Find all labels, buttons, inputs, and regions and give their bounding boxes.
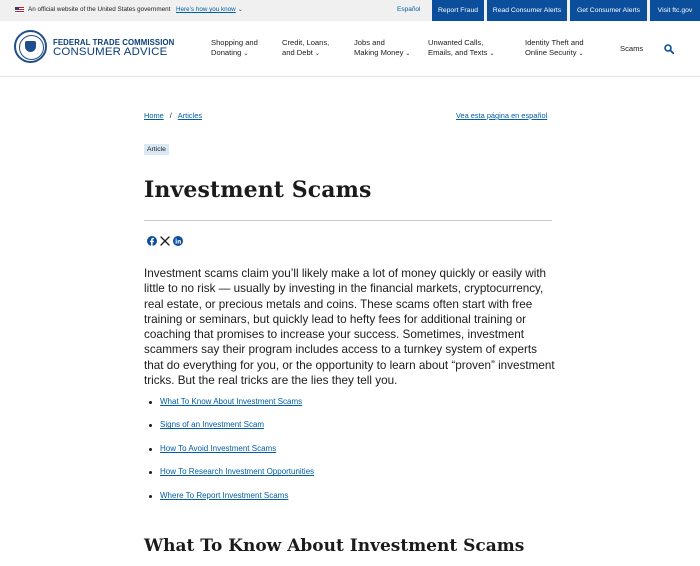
nav-scams[interactable]: Scams [620, 44, 644, 53]
page-title: Investment Scams [144, 177, 372, 203]
nav-shopping-donating[interactable]: Shopping and Donating ⌄ [211, 38, 258, 57]
intro-paragraph: Investment scams claim you’ll likely make a lot of money quickly or easily with little to no risk — usually by investing in the financial markets, cryptocurrency, real estate, or precious metals and coins. These scams often start with free training or seminars, but quickly lead to hefty fees for additional training or coaching that promises to increase your success. Sometimes, investment scammers say their program includes access to a turnkey system of experts that do everything for you, or the opportunity to learn about “proven” investment tricks. But the real tricks are the lies they tell you. [144, 267, 555, 388]
us-flag-icon [15, 7, 24, 13]
gov-banner [0, 0, 700, 21]
search-icon[interactable] [664, 44, 674, 54]
toc-link-what-to-know[interactable]: What To Know About Investment Scams [160, 397, 303, 406]
breadcrumb-home[interactable]: Home [144, 111, 164, 120]
nav-unwanted-calls[interactable]: Unwanted Calls, Emails, and Texts ⌄ [428, 38, 495, 57]
breadcrumb [144, 111, 202, 120]
chevron-down-icon: ⌄ [578, 50, 584, 57]
facebook-icon[interactable] [147, 236, 157, 246]
breadcrumb-articles[interactable]: Articles [177, 111, 203, 120]
official-site-text: An official website of the United States government [28, 6, 171, 13]
brand-title[interactable]: CONSUMER ADVICE [53, 46, 168, 58]
get-consumer-alerts-button[interactable]: Get Consumer Alerts [570, 0, 647, 21]
breadcrumb-separator: / [169, 111, 172, 120]
brand-agency[interactable]: FEDERAL TRADE COMMISSION [53, 38, 175, 47]
chevron-down-icon: ⌄ [314, 50, 320, 57]
nav-jobs-making-money[interactable]: Jobs and Making Money ⌄ [354, 38, 411, 57]
title-divider [144, 220, 552, 221]
chevron-down-icon: ⌄ [405, 50, 411, 57]
x-twitter-icon[interactable] [160, 236, 170, 246]
chevron-down-icon: ⌄ [243, 50, 249, 57]
nav-identity-theft[interactable]: Identity Theft and Online Security ⌄ [525, 38, 584, 57]
visit-ftc-button[interactable]: Visit ftc.gov [650, 0, 700, 21]
chevron-down-icon: ⌄ [489, 50, 495, 57]
read-consumer-alerts-button[interactable]: Read Consumer Alerts [487, 0, 567, 21]
report-fraud-button[interactable]: Report Fraud [432, 0, 484, 21]
toc-link-research[interactable]: How To Research Investment Opportunities [160, 467, 315, 477]
linkedin-icon[interactable] [173, 236, 183, 246]
spanish-version-link[interactable]: Vea esta página en español [456, 111, 548, 120]
site-header [0, 21, 700, 77]
toc-link-signs[interactable]: Signs of an Investment Scam [160, 420, 265, 430]
nav-credit-loans-debt[interactable]: Credit, Loans, and Debt ⌄ [282, 38, 330, 57]
toc-link-avoid[interactable]: How To Avoid Investment Scams [160, 443, 277, 453]
section-heading: What To Know About Investment Scams [144, 536, 525, 556]
espanol-link[interactable]: Español [397, 6, 421, 13]
article-tag: Article [144, 144, 169, 155]
ftc-seal-logo[interactable] [14, 30, 47, 63]
how-you-know-link[interactable]: Here’s how you know ⌄ [176, 6, 243, 13]
chevron-down-icon: ⌄ [237, 7, 243, 13]
toc-link-report[interactable]: Where To Report Investment Scams [160, 490, 289, 500]
